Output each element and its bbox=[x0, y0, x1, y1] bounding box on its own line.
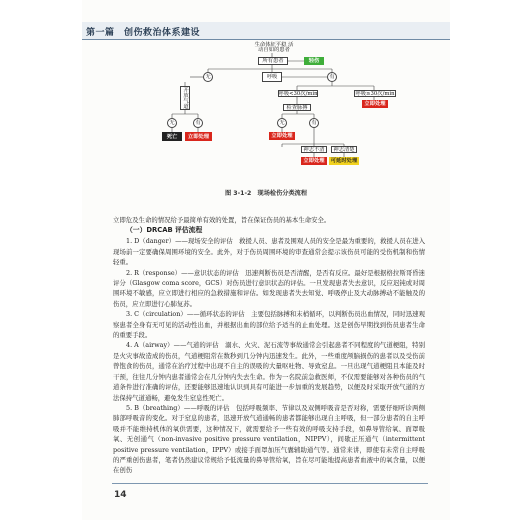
death-box: 死亡 bbox=[162, 132, 182, 141]
body-text bbox=[113, 215, 425, 476]
paragraph-danger: 1. D（danger）——现场安全的评估 救援人员、患者及围观人员的安全是最为重要的，救援人员在进入现场前一定要确保周围环境的安全。此外，对于伤员周围环境的审查通常会提示该伤员可能的受伤机制和伤情轻重。 bbox=[113, 237, 425, 267]
immediate-treatment-box-2: 立即处理 bbox=[362, 100, 388, 108]
page-number: 14 bbox=[114, 490, 127, 500]
stable-patients-note: 生命体征平稳 活动自如的患者 bbox=[254, 41, 294, 53]
pulse-no-node: 无 bbox=[277, 118, 287, 128]
light-injury-box: 轻伤 bbox=[304, 57, 324, 65]
conscious-box: 神志清楚 bbox=[331, 146, 357, 153]
book-page bbox=[82, 0, 450, 520]
chapter-title: 第一篇 创伤救治体系建设 bbox=[86, 28, 201, 38]
figure-caption: 图 3-1-2 现场检伤分类流程 bbox=[224, 190, 308, 197]
all-patients-box: 所有患者 bbox=[258, 57, 288, 65]
chapter-header bbox=[82, 22, 450, 40]
paragraph-airway: 4. A（airway）——气道的评估 溺水、火灾、泥石流等事故通常会引起患者不同程度的气道梗阻，特别是火灾事故造成的伤员，气道梗阻常在数秒到几分钟内迅速发生。此外，一些重度颅脑损伤的患者以及受伤前曾饱食的伤员，通常在治疗过程中出现不自主的误吸的大量呕吐物、导致窒息。一旦出现气道梗阻且本能及时干预，往往几分钟内患者通常会在几分钟内失去生命。作为一名院前急救医师，不仅需要能够对各种伤员的气道条件进行准确的评估，还要能够迅速地认识到具有可能进一步加重的发展趋势，以便及时采取开放气道的方法保持气道通畅，避免发生窒息性死亡。 bbox=[113, 341, 425, 402]
paragraph-breathing: 5. B（breathing）——呼吸的评估 包括呼吸频率、节律以及双侧呼吸音是否对称，需要仔细听诊两侧肺部呼吸音的变化。对于窒息的患者，迅速开放气道通畅的患者都能够出现自主呼吸，但一部分患者的自主呼吸并不能维持机体的氧供需要，这种情况下，就需要给予一些有效的呼吸支持手段，如鼻导管给氧、面罩吸氧、无创通气（non-invasive positive pressure ventilation，NIPPV），间歇正压通气（intermittent positive pressure ventilation，IPPV）或接手面罩加压气囊辅助通气等。通常来讲，即使有未常自主呼吸的严重创伤患者，笔者仍然建议常规给予低流量的鼻导管给氧，旨在尽可能地提高患者血液中的氧含量，以便在创伤 bbox=[113, 403, 425, 475]
immediate-treatment-box-1: 立即处理 bbox=[185, 132, 212, 141]
intro-paragraph: 立即危及生命的情况给予最简单有效的处置，旨在保证伤员的基本生命安全。 bbox=[113, 216, 331, 224]
paragraph-circulation: 3. C（circulation）——循环状态的评估 主要包括脉搏和末梢循环，以判断伤员出血情况，同时迅速观察患者全身有无可见的活动性出血，并根据出血的部位给予适当的止血处理。这是创伤早期找到伤员患者生命的重要手段。 bbox=[113, 310, 425, 340]
yes-breath-node: 有 bbox=[327, 72, 337, 82]
check-pulse-box: 检查脉搏 bbox=[283, 104, 311, 111]
triage-flowchart bbox=[82, 40, 450, 190]
pulse-yes-node: 有 bbox=[309, 118, 319, 128]
rr-high-box: 呼吸≥30次/min bbox=[355, 90, 395, 97]
immediate-treatment-box-4: 立即处理 bbox=[301, 157, 327, 165]
section-heading: （一）DRCAB 评估流程 bbox=[126, 226, 203, 235]
delayed-treatment-box: 可延时处理 bbox=[330, 158, 358, 164]
rr-low-box: 呼吸<30次/min bbox=[278, 90, 318, 97]
paragraph-response: 2. R（response）——意识状态的评估 迅速判断伤员是否清醒，是否有反应。最好是根据格拉斯哥昏迷评分（Glasgow coma score，GCS）对伤员进行意识状态的评估。一旦发现患者失去意识，反应迟钝或对周围环境不敏感，应立即进行相应的急救措施和评估。如发现患者失去知觉、呼吸停止及大动脉搏动不能触及的伤员，应立即进行心肺复苏。 bbox=[113, 268, 425, 308]
breathing-box: 呼吸 bbox=[262, 72, 282, 82]
no-breath-node: 无 bbox=[203, 72, 213, 82]
immediate-treatment-box-3: 立即处理 bbox=[269, 132, 295, 140]
airway-no-node: 无 bbox=[167, 118, 177, 128]
footer-divider bbox=[112, 483, 428, 484]
open-airway-box: 开放气道 bbox=[182, 87, 188, 109]
airway-yes-node: 有 bbox=[193, 118, 203, 128]
unconscious-box: 神志不清 bbox=[301, 146, 327, 153]
